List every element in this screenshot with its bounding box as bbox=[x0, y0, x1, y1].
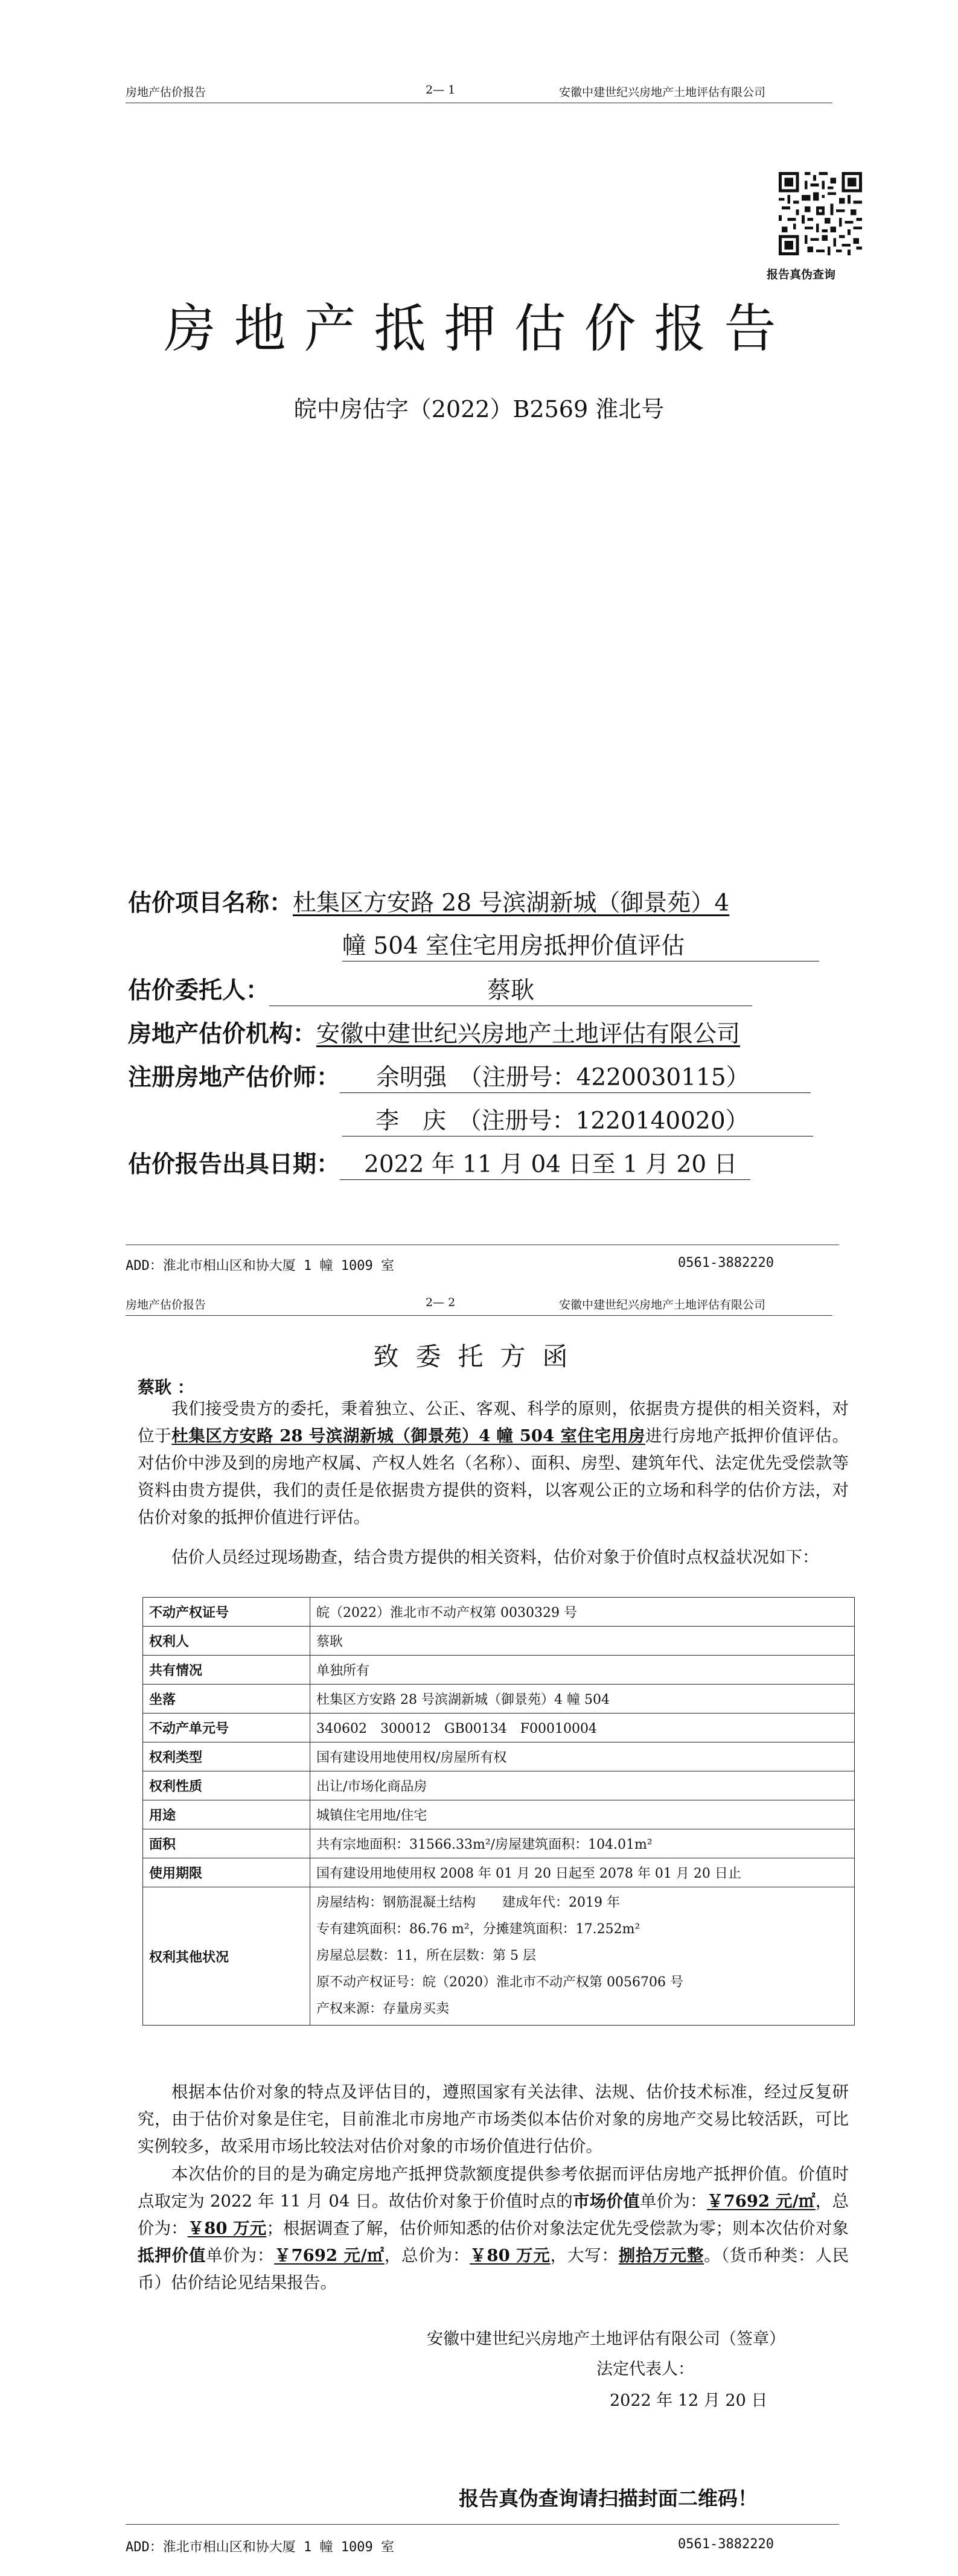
project-name-line1: 杜集区方安路 28 号滨湖新城（御景苑）4 bbox=[293, 890, 730, 917]
p4-e: ，总价为： bbox=[138, 2192, 849, 2238]
issue-date-label: 估价报告出具日期： bbox=[128, 1151, 340, 1178]
p4-market-unit-price: ￥7692 元/㎡ bbox=[706, 2192, 816, 2211]
issue-date-row bbox=[128, 1146, 750, 1180]
p4-m: ，大写： bbox=[550, 2246, 619, 2265]
table-key: 坐落 bbox=[143, 1685, 310, 1714]
table-row bbox=[143, 1714, 855, 1742]
p4-amount-in-words: 捌拾万元整 bbox=[618, 2246, 704, 2265]
p4-k: ，总价为： bbox=[384, 2246, 470, 2265]
table-key: 权利人 bbox=[143, 1627, 310, 1656]
header-left: 房地产估价报告 bbox=[126, 1298, 206, 1312]
p4-mortgage-unit-price: ￥7692 元/㎡ bbox=[274, 2246, 385, 2265]
appraiser-row2 bbox=[342, 1102, 813, 1137]
table-value: 340602 300012 GB00134 F00010004 bbox=[310, 1714, 855, 1742]
client-label: 估价委托人： bbox=[128, 977, 270, 1004]
table-value: 杜集区方安路 28 号滨湖新城（御景苑）4 幢 504 bbox=[310, 1685, 855, 1714]
table-key: 用途 bbox=[143, 1800, 310, 1829]
table-row bbox=[143, 1685, 855, 1714]
project-name-row2 bbox=[342, 927, 819, 961]
p4-market-value-label: 市场价值 bbox=[572, 2192, 640, 2211]
letter-paragraph-2: 估价人员经过现场勘查，结合贵方提供的相关资料，估价对象于价值时点权益状况如下： bbox=[171, 1548, 819, 1567]
signature-date: 2022 年 12 月 20 日 bbox=[610, 2391, 768, 2410]
header-left: 房地产估价报告 bbox=[126, 86, 206, 99]
header-page-number: 2— 2 bbox=[426, 1296, 456, 1309]
p4-market-total: ￥80 万元 bbox=[187, 2219, 267, 2238]
rights-table-body bbox=[143, 1598, 855, 2026]
table-key: 权利其他状况 bbox=[143, 1887, 310, 2026]
header-page-number: 2— 1 bbox=[426, 83, 456, 97]
header-right: 安徽中建世纪兴房地产土地评估有限公司 bbox=[559, 1298, 766, 1312]
table-row bbox=[143, 1598, 855, 1627]
p4-o: 。（货币种类：人民币） bbox=[138, 2246, 849, 2292]
table-row bbox=[143, 1656, 855, 1685]
agency-row bbox=[128, 1015, 740, 1049]
table-row bbox=[143, 1627, 855, 1656]
p4-i: 单价为： bbox=[206, 2246, 275, 2265]
footer-address: ADD：淮北市相山区和协大厦 1 幢 1009 室 bbox=[126, 1258, 394, 1274]
table-value: 蔡耿 bbox=[310, 1627, 855, 1656]
verification-note: 报告真伪查询请扫描封面二维码！ bbox=[459, 2487, 758, 2510]
table-row bbox=[143, 1800, 855, 1829]
p1-text-a: 我们接受贵方的委托，秉着独立、公正、客观、科学的原则，依据贵方提供的相关资料，对位于 bbox=[138, 1399, 849, 1446]
footer-address: ADD：淮北市相山区和协大厦 1 幢 1009 室 bbox=[126, 2540, 394, 2555]
table-row bbox=[143, 1742, 855, 1771]
project-name-row bbox=[128, 884, 729, 918]
table-row bbox=[143, 1829, 855, 1858]
letter-title: 致委托方函 bbox=[373, 1342, 585, 1371]
table-value: 共有宗地面积：31566.33m²/房屋建筑面积：104.01m² bbox=[310, 1829, 855, 1858]
agency-label: 房地产估价机构： bbox=[128, 1021, 317, 1048]
appraiser-2: 李 庆 （注册号：1220140020） bbox=[342, 1102, 813, 1137]
table-value: 出让/市场化商品房 bbox=[310, 1771, 855, 1800]
letter-paragraph-3: 根据本估价对象的特点及评估目的，遵照国家有关法律、法规、估价技术标准，经过反复研究，由于估价对象是住宅，目前淮北市房地产市场类似本估价对象的房地产交易比较活跃，可比实例较多，故采用市场比较法对估价对象的市场价值进行估价。 bbox=[138, 2082, 849, 2156]
p4-mortgage-value-label: 抵押价值 bbox=[138, 2246, 206, 2265]
other-rights-line: 房屋总层数：11，所在层数：第 5 层 bbox=[316, 1948, 536, 1963]
other-rights-line: 房屋结构：钢筋混凝土结构 建成年代：2019 年 bbox=[316, 1895, 620, 1910]
table-row-other-rights bbox=[143, 1887, 855, 2026]
client-name: 蔡耿 bbox=[269, 972, 752, 1006]
issue-date: 2022 年 11 月 04 日至 1 月 20 日 bbox=[340, 1146, 750, 1180]
p4-c: 单价为： bbox=[639, 2192, 707, 2211]
p4-mortgage-total: ￥80 万元 bbox=[470, 2246, 551, 2265]
table-key: 面积 bbox=[143, 1829, 310, 1858]
p1-property-address: 杜集区方安路 28 号滨湖新城（御景苑）4 幢 504 室住宅用房 bbox=[171, 1426, 646, 1446]
letter-addressee: 蔡耿 ： bbox=[138, 1377, 194, 1397]
qr-caption: 报告真伪查询 bbox=[767, 268, 836, 281]
letter-paragraph-1 bbox=[138, 1395, 849, 1531]
signature-representative: 法定代表人： bbox=[596, 2360, 694, 2379]
table-key: 共有情况 bbox=[143, 1656, 310, 1685]
table-key: 不动产权证号 bbox=[143, 1598, 310, 1627]
other-rights-line: 专有建筑面积：86.76 m²，分摊建筑面积：17.252m² bbox=[316, 1922, 640, 1937]
table-value: 单独所有 bbox=[310, 1656, 855, 1685]
footer-tel: 0561-3882220 bbox=[678, 1255, 774, 1270]
page1-header bbox=[0, 75, 958, 111]
page2-footer-rule bbox=[126, 2524, 839, 2525]
p1-text-c: 进行房地产抵押价值评估。对估价中涉及到的房地产权属、产权人姓名（名称）、面积、房型、建筑年代、法定优先受偿款等资料由贵方提供，我们的责任是依据贵方提供的资料，以客观公正的立场和科学的估价方法，对估价对象的抵押价值进行评估。 bbox=[138, 1426, 849, 1527]
header-rule bbox=[126, 1315, 832, 1316]
table-value: 国有建设用地使用权 2008 年 01 月 20 日起至 2078 年 01 月 20 日止 bbox=[310, 1858, 855, 1887]
page2-header bbox=[0, 1287, 958, 1324]
rights-table bbox=[142, 1597, 855, 2026]
table-value: 城镇住宅用地/住宅 bbox=[310, 1800, 855, 1829]
report-number: 皖中房估字（2022）B2569 淮北号 bbox=[293, 396, 665, 422]
table-row bbox=[143, 1771, 855, 1800]
appraiser-1: 余明强 （注册号：4220030115） bbox=[340, 1059, 811, 1093]
table-key: 权利类型 bbox=[143, 1742, 310, 1771]
appraiser-label: 注册房地产估价师： bbox=[128, 1064, 340, 1091]
letter-paragraph-4 bbox=[138, 2161, 849, 2297]
client-row bbox=[128, 972, 752, 1006]
table-key: 不动产单元号 bbox=[143, 1714, 310, 1742]
project-name-label: 估价项目名称： bbox=[128, 890, 293, 917]
p4-g: ；根据调查了解，估价师知悉的估价对象法定优先受偿款为零；则本次估价对象 bbox=[266, 2219, 849, 2238]
header-right: 安徽中建世纪兴房地产土地评估有限公司 bbox=[559, 86, 766, 99]
table-value: 皖（2022）淮北市不动产权第 0030329 号 bbox=[310, 1598, 855, 1627]
p4-p: 估价结论见结果报告。 bbox=[171, 2273, 337, 2292]
p4-a: 本次估价的目的是为确定房地产抵押贷款额度提供参考依据而评估房地产抵押价值。价值时点取定为 2022 年 11 月 04 日。故估价对象于价值时点的 bbox=[138, 2164, 849, 2211]
table-value-multiline bbox=[310, 1887, 855, 2026]
report-title: 房地产抵押估价报告 bbox=[164, 299, 794, 359]
table-value: 国有建设用地使用权/房屋所有权 bbox=[310, 1742, 855, 1771]
signature-company: 安徽中建世纪兴房地产土地评估有限公司（签章） bbox=[427, 2330, 785, 2348]
project-name-line2: 幢 504 室住宅用房抵押价值评估 bbox=[342, 927, 819, 961]
table-row bbox=[143, 1858, 855, 1887]
footer-tel: 0561-3882220 bbox=[678, 2537, 774, 2552]
table-key: 权利性质 bbox=[143, 1771, 310, 1800]
agency-name: 安徽中建世纪兴房地产土地评估有限公司 bbox=[316, 1021, 741, 1048]
other-rights-line: 产权来源：存量房买卖 bbox=[316, 2001, 450, 2016]
other-rights-line: 原不动产权证号：皖（2020）淮北市不动产权第 0056706 号 bbox=[316, 1975, 683, 1990]
qr-code-icon[interactable] bbox=[779, 172, 862, 255]
table-key: 使用期限 bbox=[143, 1858, 310, 1887]
appraiser-row bbox=[128, 1059, 811, 1093]
